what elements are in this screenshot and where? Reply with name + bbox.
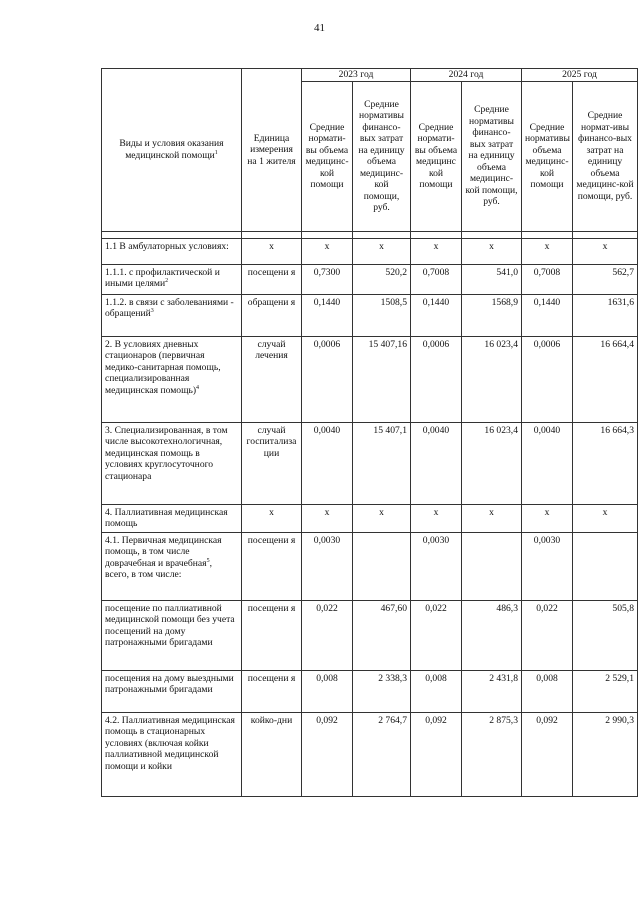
row-name: 4.1. Первичная медицинская помощь, в том числе доврачебная и врачебная$^5$, всего, в том числе: [102,532,242,600]
volume-cell: 0,008 [302,670,353,712]
row-unit: посещени я [242,264,302,294]
volume-cell: 0,022 [522,600,573,670]
row-name: 2. В условиях дневных стационаров (первичная медико-санитарная помощь, специализированная медицинская помощь)$^4$ [102,336,242,422]
cost-cell: 505,8 [573,600,638,670]
cost-cell: 2 990,3 [573,712,638,796]
volume-cell: 0,7008 [411,264,462,294]
header-year-2024: 2024 год [411,69,522,82]
volume-cell: 0,0030 [411,532,462,600]
cost-cell: 2 764,7 [353,712,411,796]
page-number: 41 [314,22,325,34]
row-name: 1.1.1. с профилактической и иными целями$^2$ [102,264,242,294]
cost-cell: х [573,238,638,264]
table-row [102,532,638,600]
volume-cell: х [302,504,353,532]
cost-cell: х [462,238,522,264]
cost-cell: 520,2 [353,264,411,294]
row-name: посещения на дому выездными патронажными бригадами [102,670,242,712]
volume-cell: 0,0006 [522,336,573,422]
table-row [102,712,638,796]
row-unit: х [242,504,302,532]
cost-cell: х [353,504,411,532]
cost-cell: 16 664,4 [573,336,638,422]
header-year-2023: 2023 год [302,69,411,82]
table-row [102,238,638,264]
header-year-2025: 2025 год [522,69,638,82]
table-row [102,422,638,504]
table-row [102,264,638,294]
row-unit: посещени я [242,600,302,670]
header-volume: Средние нормати-вы объема медицинс кой помощи [411,81,462,231]
row-unit: случай лечения [242,336,302,422]
cost-cell [573,532,638,600]
volume-cell: 0,0030 [302,532,353,600]
volume-cell: х [302,238,353,264]
cost-cell: 1568,9 [462,294,522,336]
table-row [102,336,638,422]
cost-cell: х [573,504,638,532]
row-name: 3. Специализированная, в том числе высокотехнологичная, медицинская помощь в условиях круглосуточного стационара [102,422,242,504]
header-cost: Средние нормативы финансо-вых затрат на единицу объема медицинс-кой помощи, руб. [462,81,522,231]
header-cost: Средние нормативы финансо-вых затрат на единицу объема медицинс-кой помощи, руб. [353,81,411,231]
spacer-row [102,231,638,238]
standards-table [101,68,638,797]
cost-cell: 486,3 [462,600,522,670]
volume-cell: 0,1440 [411,294,462,336]
volume-cell: 0,7008 [522,264,573,294]
row-unit: случай госпитализа ции [242,422,302,504]
table-row [102,670,638,712]
cost-cell: 562,7 [573,264,638,294]
cost-cell [353,532,411,600]
cost-cell: 2 875,3 [462,712,522,796]
cost-cell: 1631,6 [573,294,638,336]
cost-cell: 15 407,1 [353,422,411,504]
volume-cell: 0,0040 [411,422,462,504]
row-unit: х [242,238,302,264]
header-volume: Средние нормативы объема медицинс-кой помощи [522,81,573,231]
volume-cell: 0,0040 [522,422,573,504]
volume-cell: 0,1440 [302,294,353,336]
cost-cell [462,532,522,600]
cost-cell: 16 023,4 [462,422,522,504]
volume-cell: х [522,238,573,264]
row-name: посещение по паллиативной медицинской помощи без учета посещений на дому патронажными бригадами [102,600,242,670]
cost-cell: х [462,504,522,532]
cost-cell: 2 431,8 [462,670,522,712]
volume-cell: 0,0006 [302,336,353,422]
volume-cell: 0,0040 [302,422,353,504]
volume-cell: 0,092 [411,712,462,796]
volume-cell: 0,0006 [411,336,462,422]
row-unit: посещени я [242,532,302,600]
row-unit: обращени я [242,294,302,336]
volume-cell: 0,0030 [522,532,573,600]
row-name: 4. Паллиативная медицинская помощь [102,504,242,532]
row-name: 1.1.2. в связи с заболеваниями - обращений$^3$ [102,294,242,336]
header-type: Виды и условия оказания медицинской помощи$^1$ [102,69,242,232]
cost-cell: 16 664,3 [573,422,638,504]
cost-cell: х [353,238,411,264]
volume-cell: 0,092 [302,712,353,796]
cost-cell: 541,0 [462,264,522,294]
header-unit: Единица измерения на 1 жителя [242,69,302,232]
header-cost: Средние нормат-ивы финансо-вых затрат на единицу объема медицинс-кой помощи, руб. [573,81,638,231]
row-unit: койко-дни [242,712,302,796]
volume-cell: 0,092 [522,712,573,796]
volume-cell: 0,7300 [302,264,353,294]
row-unit: посещени я [242,670,302,712]
table-row [102,294,638,336]
volume-cell: 0,022 [302,600,353,670]
volume-cell: х [522,504,573,532]
row-name: 1.1 В амбулаторных условиях: [102,238,242,264]
cost-cell: 15 407,16 [353,336,411,422]
volume-cell: 0,1440 [522,294,573,336]
table-row [102,504,638,532]
header-volume: Средние нормати-вы объема медицинс-кой помощи [302,81,353,231]
cost-cell: 2 529,1 [573,670,638,712]
volume-cell: х [411,238,462,264]
cost-cell: 16 023,4 [462,336,522,422]
volume-cell: 0,008 [522,670,573,712]
table-row [102,600,638,670]
table-body [102,238,638,796]
volume-cell: 0,008 [411,670,462,712]
cost-cell: 467,60 [353,600,411,670]
cost-cell: 1508,5 [353,294,411,336]
row-name: 4.2. Паллиативная медицинская помощь в стационарных условиях (включая койки паллиативной медицинской помощи и койки [102,712,242,796]
volume-cell: х [411,504,462,532]
volume-cell: 0,022 [411,600,462,670]
cost-cell: 2 338,3 [353,670,411,712]
